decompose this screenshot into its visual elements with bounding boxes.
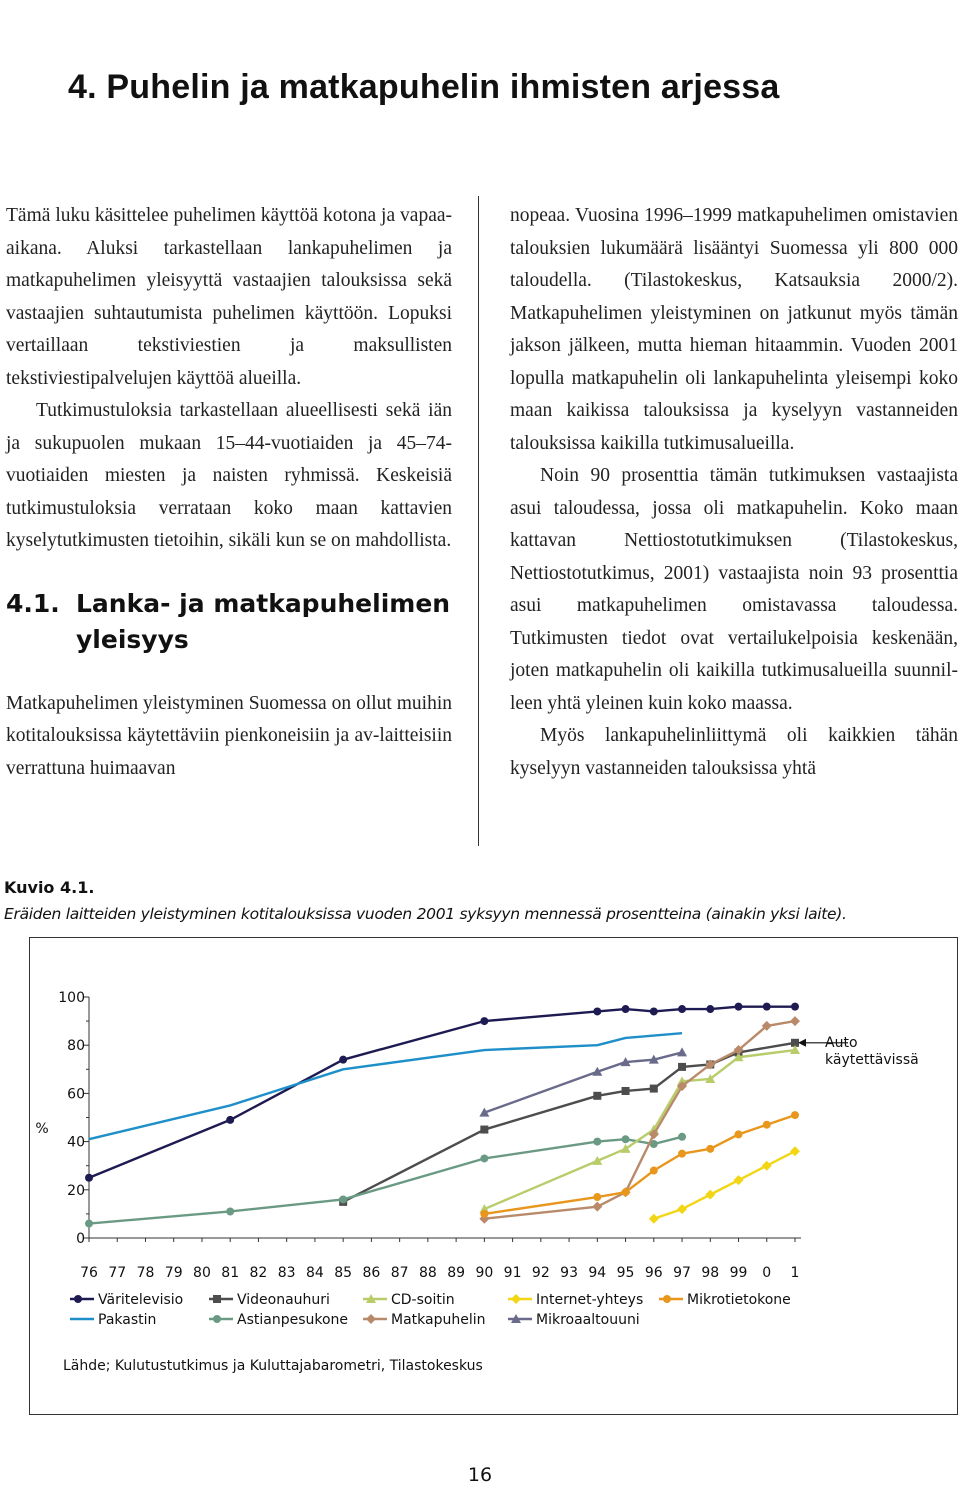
data-point-väritelevisio bbox=[706, 1005, 714, 1013]
section-title: Lanka- ja matkapuhelimen yleisyys bbox=[76, 588, 451, 654]
data-point-mikrotietokone bbox=[735, 1130, 743, 1138]
annotation-arrow-head bbox=[798, 1039, 806, 1047]
data-point-astianpesukone bbox=[593, 1138, 601, 1146]
x-tick-label: 93 bbox=[560, 1265, 578, 1281]
data-point-internet-yhteys bbox=[705, 1190, 715, 1200]
data-point-mikrotietokone bbox=[791, 1111, 799, 1119]
data-point-väritelevisio bbox=[678, 1005, 686, 1013]
data-point-videonauhuri bbox=[650, 1085, 658, 1093]
legend-label-internet-yhteys: Internet-yhteys bbox=[536, 1292, 644, 1308]
x-tick-label: 90 bbox=[475, 1265, 494, 1281]
data-point-astianpesukone bbox=[622, 1135, 630, 1143]
y-tick-label: 20 bbox=[67, 1182, 85, 1199]
series-line-cd-soitin bbox=[484, 1050, 795, 1209]
x-tick-label: 87 bbox=[390, 1265, 409, 1281]
x-tick-label: 92 bbox=[531, 1265, 550, 1281]
page-number: 16 bbox=[467, 1464, 493, 1486]
figure-caption: Eräiden laitteiden yleistyminen kotitalouksissa vuoden 2001 syksyyn mennessä prosentteina (ainakin yksi laite). bbox=[4, 905, 847, 923]
data-point-mikrotietokone bbox=[480, 1210, 488, 1218]
x-tick-label: 79 bbox=[164, 1265, 183, 1281]
x-tick-label: 91 bbox=[503, 1265, 522, 1281]
legend-label-videonauhuri: Videonauhuri bbox=[237, 1292, 330, 1308]
y-tick-label: 40 bbox=[67, 1134, 85, 1151]
figure-label: Kuvio 4.1. bbox=[4, 878, 95, 897]
series-line-internet-yhteys bbox=[654, 1151, 795, 1218]
annotation-label-line2: käytettävissä bbox=[825, 1051, 919, 1068]
chart-source: Lähde; Kulutustutkimus ja Kuluttajabarometri, Tilastokeskus bbox=[63, 1358, 483, 1374]
section-heading bbox=[6, 586, 452, 658]
y-tick-label: 60 bbox=[67, 1086, 85, 1103]
x-tick-label: 86 bbox=[362, 1265, 381, 1281]
data-point-mikroaaltouuni bbox=[677, 1047, 687, 1056]
page-title: 4. Puhelin ja matkapuhelin ihmisten arjessa bbox=[68, 68, 780, 106]
x-tick-label: 81 bbox=[221, 1265, 240, 1281]
data-point-matkapuhelin bbox=[592, 1202, 602, 1212]
x-tick-label: 84 bbox=[306, 1265, 324, 1281]
data-point-mikrotietokone bbox=[706, 1145, 714, 1153]
legend-marker-internet-yhteys bbox=[511, 1294, 521, 1304]
left-paragraph-3: Matkapuhelimen yleistyminen Suomessa on ollut muihin kotitalouksissa käytettäviin pienkoneisiin ja av-laitteisiin verrattuna huimaavan bbox=[6, 692, 452, 779]
data-point-väritelevisio bbox=[763, 1003, 771, 1011]
legend-label-cd-soitin: CD-soitin bbox=[391, 1292, 455, 1308]
x-tick-label: 77 bbox=[108, 1265, 127, 1281]
left-paragraph-1: Tämä luku käsittelee puhelimen käyttöä kotona ja vapaa-aikana. Aluksi tarkastellaan lankapuhelimen ja matkapuhelimen yleisyyttä vastaajien talouksissa sekä vastaajien suhtautumista puhelimen käyttöön. Lopuksi vertaillaan tekstiviestien ja maksullisten tekstiviestipalvelujen käyttöä alueilla. bbox=[6, 205, 452, 389]
data-point-mikrotietokone bbox=[763, 1121, 771, 1129]
legend-marker-videonauhuri bbox=[213, 1295, 221, 1303]
x-tick-label: 0 bbox=[762, 1265, 772, 1281]
x-tick-label: 78 bbox=[136, 1265, 155, 1281]
data-point-internet-yhteys bbox=[734, 1175, 744, 1185]
x-tick-label: 97 bbox=[673, 1265, 691, 1281]
data-point-väritelevisio bbox=[85, 1174, 93, 1182]
data-point-väritelevisio bbox=[226, 1116, 234, 1124]
x-tick-label: 88 bbox=[418, 1265, 437, 1281]
left-column bbox=[6, 200, 452, 785]
x-tick-label: 83 bbox=[277, 1265, 296, 1281]
data-point-väritelevisio bbox=[791, 1003, 799, 1011]
data-point-videonauhuri bbox=[593, 1092, 601, 1100]
right-column bbox=[510, 200, 958, 785]
annotation-label-line1: Auto bbox=[825, 1034, 858, 1051]
line-chart bbox=[30, 938, 959, 1416]
data-point-mikrotietokone bbox=[593, 1193, 601, 1201]
legend-marker-astianpesukone bbox=[213, 1315, 221, 1323]
data-point-astianpesukone bbox=[480, 1154, 488, 1162]
data-point-matkapuhelin bbox=[790, 1016, 800, 1026]
x-tick-label: 96 bbox=[644, 1265, 663, 1281]
data-point-mikrotietokone bbox=[650, 1167, 658, 1175]
data-point-mikrotietokone bbox=[622, 1188, 630, 1196]
x-tick-label: 94 bbox=[588, 1265, 607, 1281]
right-paragraph-2: Noin 90 prosenttia tämän tutkimuksen vastaajista asui taloudessa, jossa oli matkapuhelin. Koko maan kattavan Nettiostotutkimuksen (Tilastokeskus, Nettiostotutkimus, 2001) vastaajista noin 93 prosenttia asui matkapuhelimen omistavassa taloudessa. Tutkimusten tiedot ovat vertailukelpoisia keskenään, joten matkapuhelin oli kaikilla tutkimusalueilla suunnilleen yhtä yleinen kuin koko maassa. bbox=[510, 465, 958, 714]
left-paragraph-2: Tutkimustuloksia tarkastellaan alueellisesti sekä iän ja sukupuolen mukaan 15–44-vuotiaiden ja 45–74-vuotiaiden miesten ja naisten ryhmissä. Keskeisiä tutkimustuloksia verrataan koko maan kattavien kyselytutkimusten tietoihin, sikäli kun se on mahdollista. bbox=[6, 400, 452, 551]
y-axis-label: % bbox=[35, 1121, 49, 1137]
data-point-astianpesukone bbox=[85, 1220, 93, 1228]
data-point-internet-yhteys bbox=[790, 1146, 800, 1156]
data-point-astianpesukone bbox=[226, 1207, 234, 1215]
right-paragraph-1: nopeaa. Vuosina 1996–1999 matkapuhelimen omistavien talouksien lukumäärä lisääntyi Suomessa yli 800 000 taloudella. (Tilastokeskus, Katsauksia 2000/2). Matkapuhelimen yleistyminen on jatkunut myös tämän jakson jälkeen, mutta hieman hitaammin. Vuoden 2001 lopulla matkapuhelin oli lankapuhelinta yleisempi koko maan kaikissa talouksissa ja kyselyyn vastanneiden talouksissa kaikilla tutkimusalueilla. bbox=[510, 205, 958, 454]
x-tick-label: 76 bbox=[80, 1265, 98, 1281]
chart-frame bbox=[29, 937, 958, 1415]
x-tick-label: 89 bbox=[447, 1265, 466, 1281]
data-point-videonauhuri bbox=[678, 1063, 686, 1071]
x-tick-label: 1 bbox=[790, 1265, 800, 1281]
y-tick-label: 100 bbox=[58, 990, 85, 1006]
data-point-astianpesukone bbox=[678, 1133, 686, 1141]
data-point-väritelevisio bbox=[622, 1005, 630, 1013]
data-point-internet-yhteys bbox=[677, 1204, 687, 1214]
data-point-videonauhuri bbox=[622, 1087, 630, 1095]
data-point-mikrotietokone bbox=[678, 1150, 686, 1158]
data-point-väritelevisio bbox=[339, 1056, 347, 1064]
legend-marker-väritelevisio bbox=[74, 1295, 82, 1303]
x-tick-label: 85 bbox=[334, 1265, 353, 1281]
x-tick-label: 99 bbox=[729, 1265, 748, 1281]
data-point-väritelevisio bbox=[735, 1003, 743, 1011]
data-point-väritelevisio bbox=[480, 1017, 488, 1025]
y-tick-label: 80 bbox=[67, 1038, 85, 1055]
data-point-internet-yhteys bbox=[762, 1161, 772, 1171]
data-point-väritelevisio bbox=[593, 1007, 601, 1015]
legend-label-astianpesukone: Astianpesukone bbox=[237, 1312, 349, 1328]
data-point-internet-yhteys bbox=[649, 1214, 659, 1224]
x-tick-label: 82 bbox=[249, 1265, 268, 1281]
x-tick-label: 98 bbox=[701, 1265, 720, 1281]
column-divider bbox=[478, 196, 479, 846]
data-point-väritelevisio bbox=[650, 1007, 658, 1015]
x-tick-label: 95 bbox=[616, 1265, 635, 1281]
y-tick-label: 0 bbox=[76, 1231, 85, 1247]
data-point-astianpesukone bbox=[339, 1195, 347, 1203]
legend-marker-mikrotietokone bbox=[663, 1295, 671, 1303]
right-paragraph-3: Myös lankapuhelinliittymä oli kaikkien tähän kyselyyn vastanneiden talouksissa yhtä bbox=[510, 725, 958, 779]
legend-label-mikrotietokone: Mikrotietokone bbox=[687, 1292, 791, 1308]
legend-marker-matkapuhelin bbox=[366, 1314, 376, 1324]
x-tick-label: 80 bbox=[193, 1265, 211, 1281]
legend-label-mikroaaltouuni: Mikroaaltouuni bbox=[536, 1312, 640, 1328]
data-point-videonauhuri bbox=[480, 1126, 488, 1134]
legend-label-matkapuhelin: Matkapuhelin bbox=[391, 1312, 486, 1328]
legend-label-pakastin: Pakastin bbox=[98, 1312, 157, 1328]
section-number: 4.1. bbox=[6, 588, 60, 618]
legend-label-väritelevisio: Väritelevisio bbox=[98, 1292, 184, 1308]
